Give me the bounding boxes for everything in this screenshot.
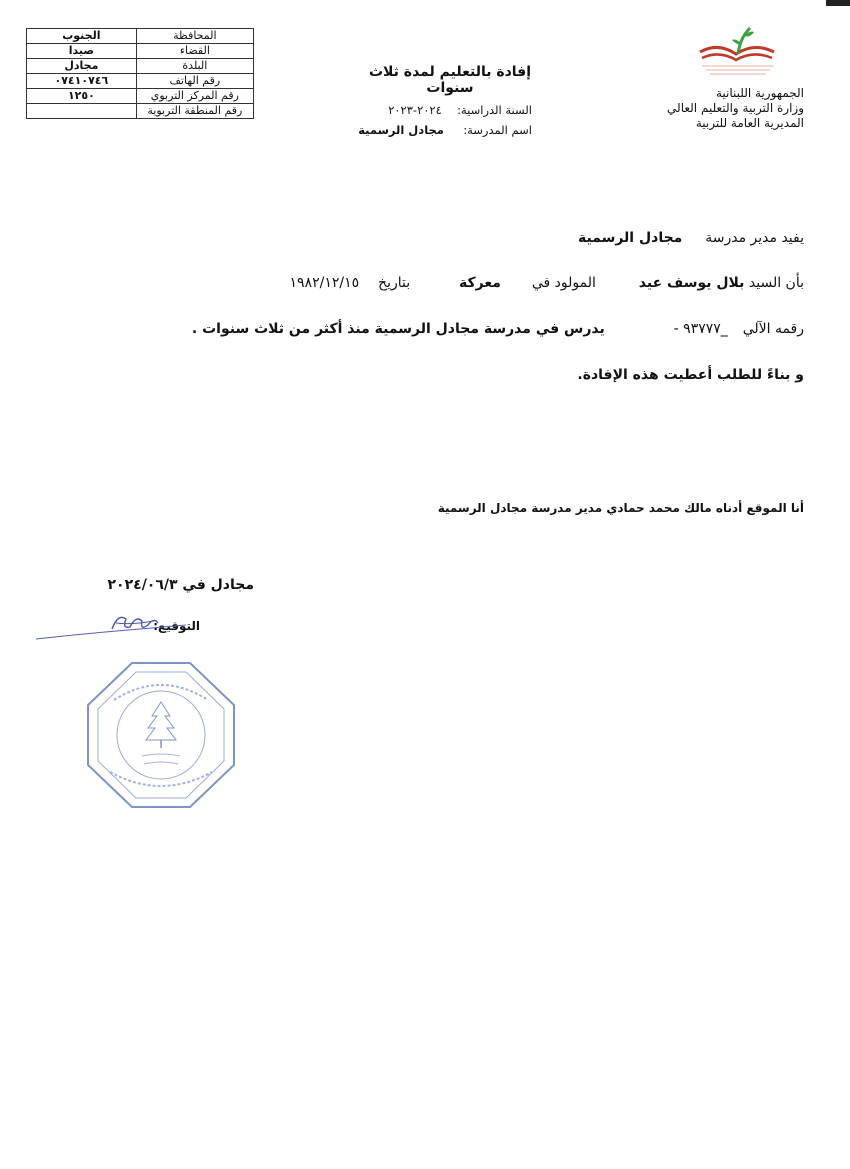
body-line-1 [578,230,804,246]
info-value: ٠٧٤١٠٧٤٦ [27,74,137,89]
info-value: ١٢٥٠ [27,89,137,104]
line2-prefix: بأن السيد [748,275,804,291]
place-date: مجادل في ٢٠٢٤/٠٦/٣ [107,577,254,593]
info-table-row [27,89,254,104]
info-table-row [27,104,254,119]
info-label: رقم الهاتف [136,74,253,89]
birth-place: معركة [459,275,501,291]
ministry-name: وزارة التربية والتعليم العالي [667,101,804,115]
info-table-row [27,59,254,74]
handwritten-signature [30,605,200,645]
info-label: المحافظة [136,29,253,44]
info-label: القضاء [136,44,253,59]
school-value: مجادل الرسمية [358,123,444,137]
info-table-row [27,29,254,44]
body-line-4: و بناءً للطلب أعطيت هذه الإفادة. [577,367,804,383]
undersigned-line: أنا الموقع أدناه مالك محمد حمادي مدير مدرسة مجادل الرسمية [437,501,804,515]
official-stamp [84,660,238,810]
info-value: صيدا [27,44,137,59]
school-name-line [332,123,532,137]
directorate-name: المديرية العامة للتربية [695,116,804,130]
info-value: مجادل [27,59,137,74]
info-label: رقم المنطقة التربوية [136,104,253,119]
info-value [27,104,137,119]
scan-edge-mark [826,0,850,6]
body-line-3 [192,321,804,337]
birth-date: ١٩٨٢/١٢/١٥ [289,275,360,291]
line1-school: مجادل الرسمية [577,230,683,246]
born-label: المولود في [531,275,596,291]
signature-label: التوقيع: [153,619,200,633]
school-label: اسم المدرسة: [463,123,532,137]
person-name: بلال يوسف عيد [638,275,745,291]
registration-number: _٩٣٧٧٧ - [673,321,728,337]
info-label: رقم المركز التربوي [136,89,253,104]
line3-prefix: رقمه الآلي [742,321,804,337]
date-label: بتاريخ [378,275,411,291]
republic-name: الجمهورية اللبنانية [715,86,804,100]
ministry-header [604,86,804,131]
info-table-row [27,44,254,59]
info-table-row [27,74,254,89]
body-line-2 [290,275,804,291]
school-info-table [26,28,254,119]
year-value: ٢٠٢٤-٢٠٢٣ [388,103,442,117]
info-label: البلدة [136,59,253,74]
school-year-line [332,103,532,117]
year-label: السنة الدراسية: [457,103,532,117]
line1-prefix: يفيد مدير مدرسة [705,230,804,246]
info-value: الجنوب [27,29,137,44]
teaching-statement: يدرس في مدرسة مجادل الرسمية منذ أكثر من ثلاث سنوات . [191,321,605,337]
ministry-logo [692,24,782,84]
document-title: إفادة بالتعليم لمدة ثلاث سنوات [368,64,532,96]
